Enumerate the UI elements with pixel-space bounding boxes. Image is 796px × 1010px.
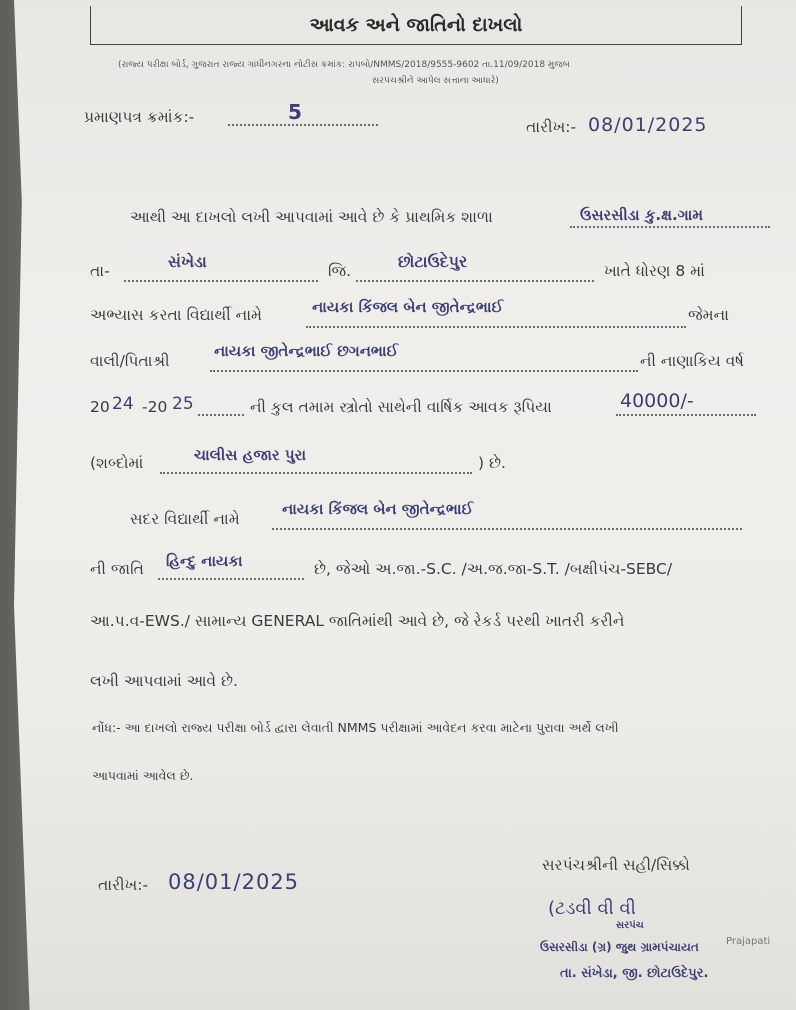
parent-dots <box>210 370 638 372</box>
parent-name-handwritten: નાયકા જીતેન્દ્રભાઈ છગનભાઈ <box>214 342 399 360</box>
district-dots <box>356 280 594 282</box>
line3-end: જેમના <box>688 306 729 324</box>
student-dots-2 <box>272 528 742 530</box>
student-dots <box>306 326 686 328</box>
school-dots <box>570 226 770 228</box>
title-box <box>90 6 742 45</box>
caste-text: છે, જેઓ અ.જા.-S.C. /અ.જ.જા-S.T. /બક્ષીપંચ-SEBC/ <box>314 560 673 578</box>
signature-handwritten: (ટડવી વી વી <box>548 898 636 919</box>
date-value-bottom: 08/01/2025 <box>168 870 300 894</box>
signature-label: સરપંચશ્રીની સહી/સિક્કો <box>542 856 690 874</box>
certificate-number-value: 5 <box>288 100 302 124</box>
certificate-number-dots <box>228 124 378 126</box>
words-dots <box>160 472 472 474</box>
date-value-top: 08/01/2025 <box>588 114 708 136</box>
words-handwritten: ચાલીસ હજાર પુરા <box>194 446 307 464</box>
income-text: ની કુલ તમામ સ્ત્રોતો સાથેની વાર્ષિક આવક રૂપિયા <box>250 398 552 416</box>
taluka-dots <box>124 280 318 282</box>
body-line-10: લખી આપવામાં આવે છે. <box>90 672 238 690</box>
district-handwritten: છોટાઉદેપુર <box>398 252 468 271</box>
district-label: જિ. <box>328 262 352 280</box>
subtitle-line-2: સરપંચશ્રીને આપેલ સત્તાના આધારે) <box>372 76 499 86</box>
caste-handwritten: હિન્દુ નાયકા <box>166 552 243 570</box>
stamp-role: સરપંચ <box>616 920 644 931</box>
year-handwritten-1: 24 <box>112 394 134 414</box>
certificate-number-label: પ્રમાણપત્ર ક્રમાંક:- <box>84 108 195 126</box>
student-label: અભ્યાસ કરતા વિદ્યાર્થી નામે <box>90 306 262 324</box>
stamp-line-2: તા. સંખેડા, જી. છોટાઉદેપુર. <box>560 966 709 981</box>
document-title: આવક અને જાતિનો દાખલો <box>309 14 523 36</box>
date-label-top: તારીખ:- <box>526 118 577 136</box>
note-line-2: આપવામાં આવેલ છે. <box>92 768 194 783</box>
taluka-label: તા- <box>90 262 110 280</box>
income-dots <box>616 414 756 416</box>
year-prefix-1: 20 <box>90 398 110 416</box>
income-handwritten: 40000/- <box>620 390 694 412</box>
stamp-name: Prajapati <box>726 936 771 947</box>
year-dots <box>198 414 244 416</box>
stamp-line-1: ઉસરસીડા (ગ્ર) જુથ ગ્રામપંચાયત <box>540 940 699 954</box>
words-label: (શબ્દોમાં <box>90 454 144 472</box>
caste-dots <box>158 578 304 580</box>
school-name-handwritten: ઉસરસીડા કુ.ક્ષ.ગામ <box>580 206 703 224</box>
year-handwritten-2: 25 <box>172 394 194 414</box>
body-line-1: આથી આ દાખલો લખી આપવામાં આવે છે કે પ્રાથમિક શાળા <box>130 208 493 226</box>
note-line-1: નોંધ:- આ દાખલો રાજ્ય પરીક્ષા બોર્ડ દ્વારા લેવાતી NMMS પરીક્ષામાં આવેદન કરવા માટેના પુરાવા અર્થે લખી <box>92 720 619 735</box>
subtitle-line-1: (રાજ્ય પરીક્ષા બોર્ડ, ગુજરાત રાજ્ય ગાંધીનગરના નોટીસ ક્રમાંક: રાપબો/NMMS/2018/9555-9602 તા.11/09/2018 મુજબ <box>118 60 570 70</box>
taluka-handwritten: સંખેડા <box>168 252 207 271</box>
student-name-handwritten: નાયકા કિંજલ બેન જીતેન્દ્રભાઈ <box>312 298 504 316</box>
year-mid: -20 <box>142 398 168 416</box>
line4-end: ની નાણાકિય વર્ષ <box>640 352 744 370</box>
parent-label: વાલી/પિતાશ્રી <box>90 352 170 370</box>
date-label-bottom: તારીખ:- <box>98 876 149 894</box>
words-end: ) છે. <box>478 454 506 472</box>
student-label-2: સદર વિદ્યાર્થી નામે <box>130 510 240 528</box>
student-name-handwritten-2: નાયકા કિંજલ બેન જીતેન્દ્રભાઈ <box>282 500 474 518</box>
standard-text: ખાતે ધોરણ 8 માં <box>604 262 705 280</box>
caste-label: ની જાતિ <box>90 560 144 578</box>
body-line-9: આ.પ.વ-EWS./ સામાન્ય GENERAL જાતિમાંથી આવે છે, જે રેકર્ડ પરથી ખાતરી કરીને <box>90 612 625 630</box>
